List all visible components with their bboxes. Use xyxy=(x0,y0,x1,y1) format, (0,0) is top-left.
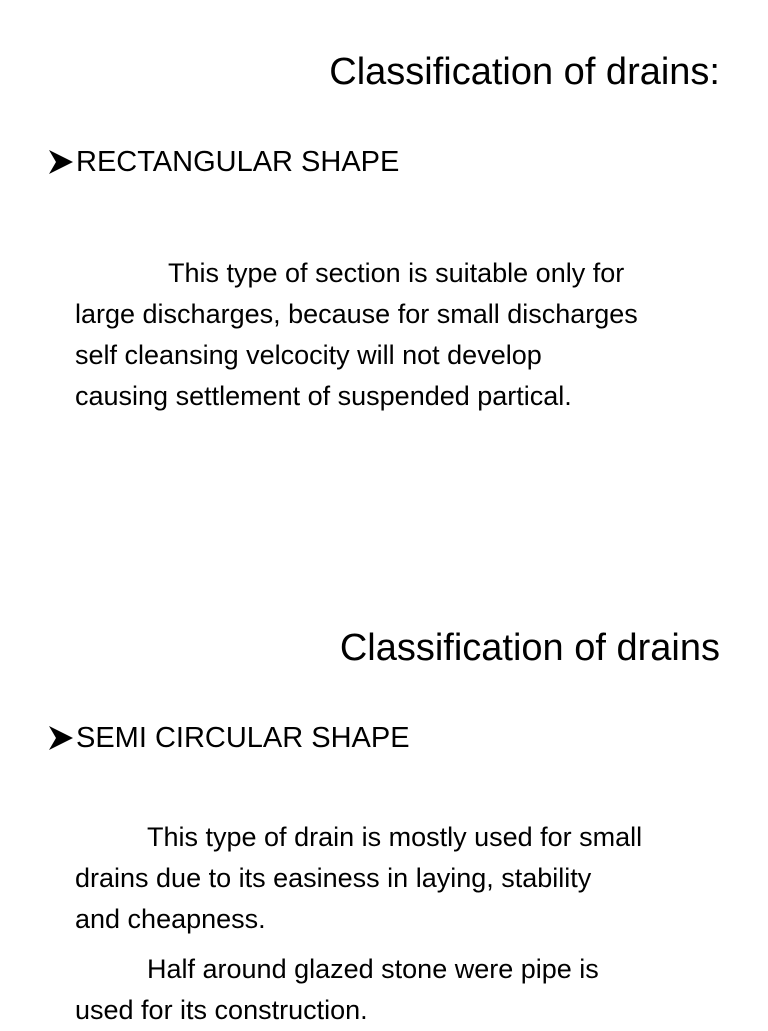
slide-semi-circular-shape xyxy=(0,600,768,1024)
construction-paragraph xyxy=(75,949,735,1031)
slide-title: Classification of drains xyxy=(339,627,720,669)
bullet-heading xyxy=(48,721,410,755)
bullet-label: SEMI CIRCULAR SHAPE xyxy=(76,722,410,754)
bullet-heading xyxy=(48,145,399,179)
arrowhead-bullet-icon xyxy=(48,148,74,176)
description-paragraph xyxy=(75,817,735,940)
paragraph-line: large discharges, because for small discharges xyxy=(75,299,638,329)
paragraph-line: drains due to its easiness in laying, stability xyxy=(75,863,592,893)
bullet-label: RECTANGULAR SHAPE xyxy=(76,146,400,178)
slide-title: Classification of drains: xyxy=(329,51,720,93)
paragraph-line: Half around glazed stone were pipe is xyxy=(147,954,599,984)
paragraph-line: and cheapness. xyxy=(75,904,266,934)
paragraph-line: causing settlement of suspended partical. xyxy=(75,381,572,411)
paragraph-line: This type of section is suitable only for xyxy=(168,258,625,288)
arrowhead-bullet-icon xyxy=(48,724,74,752)
paragraph-line: This type of drain is mostly used for small xyxy=(147,822,643,852)
description-paragraph xyxy=(75,253,735,417)
paragraph-line: self cleansing velcocity will not develop xyxy=(75,340,542,370)
paragraph-line: used for its construction. xyxy=(75,995,368,1025)
